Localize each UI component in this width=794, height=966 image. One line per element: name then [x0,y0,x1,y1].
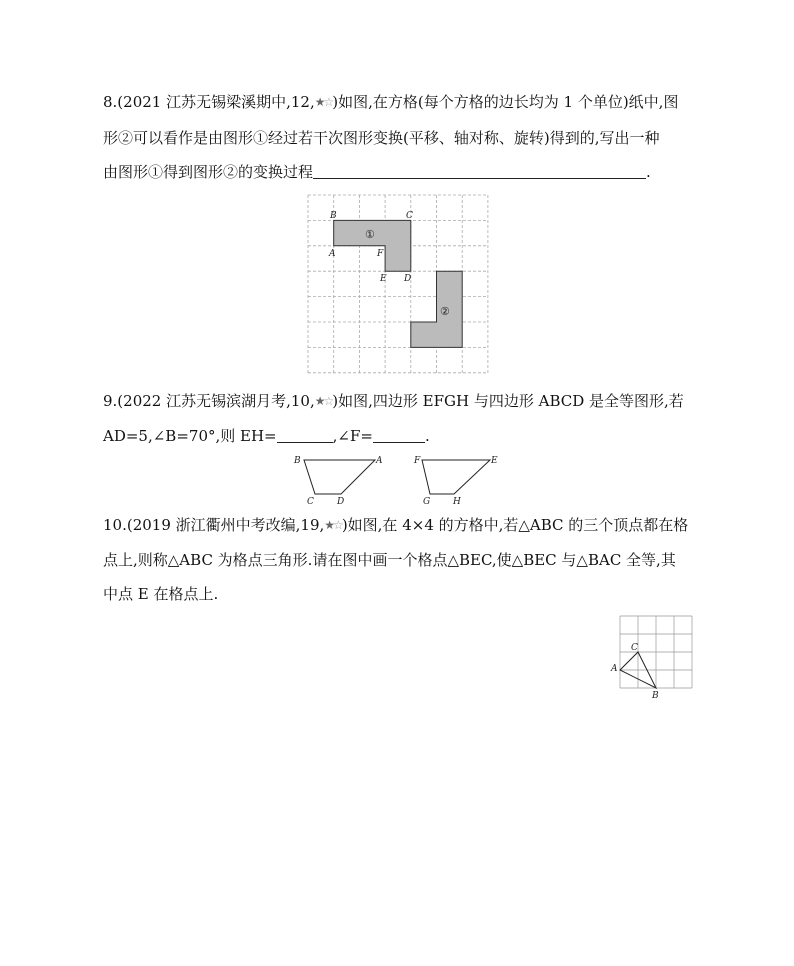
q8-text-1: )如图,在方格(每个方格的边长均为 1 个单位)纸中,图 [332,93,679,111]
label-A: A [611,664,618,674]
q10-text-1: )如图,在 4×4 的方格中,若△ABC 的三个顶点都在格 [341,516,689,534]
q8-line-3: 由图形①得到图形②的变换过程 . [103,163,651,181]
label-C: C [631,643,638,653]
q9-line-2: AD=5,∠B=70°,则 EH= ,∠F= . [103,427,430,445]
q9-text-1: )如图,四边形 EFGH 与四边形 ABCD 是全等图形,若 [332,392,684,410]
q8-answer-blank[interactable] [313,164,646,179]
q9-angle-f-answer-blank[interactable] [373,428,425,443]
q9-prefix: 9.(2022 江苏无锡滨湖月考,10, [103,392,315,410]
q8-text-3: 由图形①得到图形②的变换过程 [103,163,314,181]
shape-2-label: ② [440,305,450,318]
quad-efgh [422,460,490,494]
q9-eh-answer-blank[interactable] [277,428,333,443]
label-D: D [337,497,345,507]
label-C: C [307,497,314,507]
q8-prefix: 8.(2021 江苏无锡梁溪期中,12, [103,93,315,111]
label-H: H [453,497,461,507]
label-E: E [380,274,387,284]
q8-line-2: 形②可以看作是由图形①经过若干次图形变换(平移、轴对称、旋转)得到的,写出一种 [103,129,660,147]
label-B: B [330,211,337,221]
shape-2 [411,271,462,347]
label-D: D [404,274,412,284]
q10-grid-figure[interactable] [610,614,696,700]
q9-line-1 [103,391,684,411]
difficulty-star-icon: ★☆ [314,394,333,408]
label-A: A [376,456,383,466]
q9-trapezoids-figure [292,452,504,508]
label-F: F [377,249,384,259]
label-C: C [406,211,413,221]
q10-line-3: 中点 E 在格点上. [103,585,219,603]
quad-abcd [304,460,375,494]
label-B: B [652,691,659,701]
shape-1-label: ① [365,228,375,241]
q10-line-1 [103,515,688,535]
difficulty-star-icon: ★☆ [314,95,333,109]
label-E: E [491,456,498,466]
q8-line-1 [103,92,678,112]
label-G: G [423,497,431,507]
q10-prefix: 10.(2019 浙江衢州中考改编,19, [103,516,325,534]
label-B: B [294,456,301,466]
label-F: F [414,456,421,466]
label-A: A [329,249,336,259]
q10-line-2: 点上,则称△ABC 为格点三角形.请在图中画一个格点△BEC,使△BEC 与△BAC 全等,其 [103,551,676,569]
difficulty-star-icon: ★☆ [324,518,342,532]
q8-grid-figure [308,195,488,373]
